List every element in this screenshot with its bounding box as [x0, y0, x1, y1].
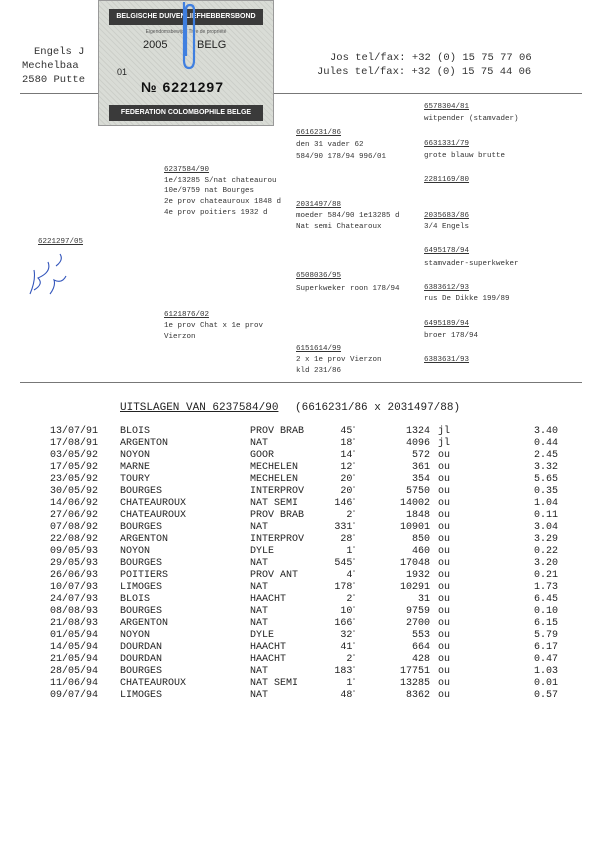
- cell-position: $2^ˮ$: [346, 510, 356, 521]
- cell-category: HAACHT: [250, 642, 287, 653]
- cell-date: 28/05/94: [50, 666, 99, 677]
- cell-category: NAT: [250, 582, 269, 593]
- cell-place: POITIERS: [120, 570, 169, 581]
- cell-date: 21/08/93: [50, 618, 99, 629]
- cell-date: 11/06/94: [50, 678, 99, 689]
- sss-ring: 6578304/81: [424, 103, 470, 111]
- cell-date: 03/05/92: [50, 450, 99, 461]
- cell-coef: 3.04: [533, 522, 558, 533]
- cell-place: BOURGES: [120, 522, 163, 533]
- cell-coef: 3.29: [533, 534, 558, 545]
- cell-flag: ou: [438, 654, 451, 665]
- ss-ring: 6616231/86: [296, 129, 342, 137]
- ring-card-country: BELG: [197, 39, 227, 51]
- cell-category: NAT: [250, 606, 269, 617]
- cell-date: 14/06/92: [50, 498, 99, 509]
- cell-place: ARGENTON: [120, 534, 169, 545]
- cell-position: $146^ˮ$: [334, 498, 356, 509]
- results-title: UITSLAGEN VAN 6237584/90: [120, 402, 279, 414]
- cell-coef: 0.11: [533, 510, 558, 521]
- cell-date: 17/05/92: [50, 462, 99, 473]
- cell-coef: 3.40: [533, 426, 558, 437]
- cell-position: $48^ˮ$: [340, 690, 356, 701]
- cell-category: DYLE: [250, 630, 275, 641]
- cell-position: $32^ˮ$: [340, 630, 356, 641]
- cell-flag: ou: [438, 594, 451, 605]
- cell-category: DYLE: [250, 546, 275, 557]
- ss-line-1: den 31 vader 62: [296, 141, 364, 149]
- cell-total: 572: [411, 450, 430, 461]
- dd-line-1: 2 x 1e prov Vierzon: [296, 356, 382, 364]
- table-row: [0, 630, 595, 642]
- cell-total: 9759: [405, 606, 430, 617]
- cell-position: $41^ˮ$: [340, 642, 356, 653]
- cell-date: 27/06/92: [50, 510, 99, 521]
- cell-coef: 0.57: [533, 690, 558, 701]
- cell-place: MARNE: [120, 462, 151, 473]
- table-row: [0, 690, 595, 702]
- cell-date: 26/06/93: [50, 570, 99, 581]
- cell-coef: 0.47: [533, 654, 558, 665]
- table-row: [0, 498, 595, 510]
- ring-card-bottom-band: FEDERATION COLOMBOPHILE BELGE: [109, 105, 263, 121]
- cell-place: TOURY: [120, 474, 151, 485]
- cell-position: $28^ˮ$: [340, 534, 356, 545]
- cell-coef: 0.21: [533, 570, 558, 581]
- owner-street: Mechelbaa: [22, 60, 79, 72]
- dss-ring: 6495178/94: [424, 247, 470, 255]
- dd-ring: 6151614/99: [296, 345, 342, 353]
- cell-flag: jl: [438, 438, 451, 449]
- dsd-ring: 6383612/93: [424, 284, 470, 292]
- cell-date: 21/05/94: [50, 654, 99, 665]
- cell-category: PROV BRAB: [250, 426, 305, 437]
- cell-coef: 3.32: [533, 462, 558, 473]
- table-row: [0, 510, 595, 522]
- results-parents: (6616231/86 x 2031497/88): [295, 402, 461, 414]
- cell-flag: ou: [438, 582, 451, 593]
- cell-position: $1^ˮ$: [346, 678, 356, 689]
- table-row: [0, 594, 595, 606]
- cell-category: NAT: [250, 522, 269, 533]
- dam-line-2: Vierzon: [164, 333, 196, 341]
- cell-total: 354: [411, 474, 430, 485]
- cell-place: BOURGES: [120, 486, 163, 497]
- table-row: [0, 654, 595, 666]
- table-row: [0, 474, 595, 486]
- cell-place: BOURGES: [120, 666, 163, 677]
- cell-place: CHATEAUROUX: [120, 510, 187, 521]
- cell-flag: ou: [438, 570, 451, 581]
- cell-category: NAT SEMI: [250, 498, 299, 509]
- cell-position: $183^ˮ$: [334, 666, 356, 677]
- owner-name: Engels J: [34, 46, 85, 58]
- cell-category: PROV BRAB: [250, 510, 305, 521]
- cell-total: 2700: [405, 618, 430, 629]
- cell-flag: ou: [438, 618, 451, 629]
- cell-category: INTERPROV: [250, 534, 305, 545]
- dds-ring: 6495189/94: [424, 320, 470, 328]
- cell-flag: ou: [438, 690, 451, 701]
- ring-card-year: 2005: [143, 39, 168, 51]
- cell-date: 23/05/92: [50, 474, 99, 485]
- cell-position: $20^ˮ$: [340, 474, 356, 485]
- cell-coef: 0.10: [533, 606, 558, 617]
- cell-place: DOURDAN: [120, 642, 163, 653]
- ssd-ring: 6631331/79: [424, 140, 470, 148]
- cell-position: $1^ˮ$: [346, 546, 356, 557]
- sd-line-2: Nat semi Chatearoux: [296, 223, 382, 231]
- cell-category: NAT: [250, 690, 269, 701]
- cell-place: ARGENTON: [120, 618, 169, 629]
- cell-category: HAACHT: [250, 594, 287, 605]
- cell-category: NAT: [250, 618, 269, 629]
- cell-flag: ou: [438, 630, 451, 641]
- cell-flag: ou: [438, 678, 451, 689]
- cell-date: 09/07/94: [50, 690, 99, 701]
- cell-flag: ou: [438, 474, 451, 485]
- ddd-ring: 6383631/93: [424, 356, 470, 364]
- cell-category: NAT: [250, 438, 269, 449]
- dam-line-1: 1e prov Chat x 1e prov: [164, 322, 264, 330]
- sire-ring: 6237584/90: [164, 166, 210, 174]
- cell-date: 10/07/93: [50, 582, 99, 593]
- subject-ring: 6221297/05: [38, 238, 84, 246]
- cell-position: $2^ˮ$: [346, 594, 356, 605]
- cell-date: 24/07/93: [50, 594, 99, 605]
- cell-place: BLOIS: [120, 594, 151, 605]
- contact-jos: Jos tel/fax: +32 (0) 15 75 77 06: [330, 52, 532, 64]
- cell-total: 1932: [405, 570, 430, 581]
- handwritten-note: [26, 250, 76, 304]
- cell-position: $545^ˮ$: [334, 558, 356, 569]
- cell-date: 22/08/92: [50, 534, 99, 545]
- table-row: [0, 678, 595, 690]
- cell-position: $14^ˮ$: [340, 450, 356, 461]
- table-row: [0, 618, 595, 630]
- table-row: [0, 450, 595, 462]
- cell-position: $45^ˮ$: [340, 426, 356, 437]
- ds-line-1: Superkweker roon 178/94: [296, 285, 400, 293]
- cell-place: DOURDAN: [120, 654, 163, 665]
- sire-line-2: 10e/9759 nat Bourges: [164, 187, 255, 195]
- cell-date: 07/08/92: [50, 522, 99, 533]
- cell-coef: 1.04: [533, 498, 558, 509]
- cell-coef: 1.03: [533, 666, 558, 677]
- cell-coef: 5.65: [533, 474, 558, 485]
- owner-city: 2580 Putte: [22, 74, 86, 86]
- dsd-line-1: rus De Dikke 199/89: [424, 295, 510, 303]
- cell-flag: ou: [438, 510, 451, 521]
- dd-line-2: kld 231/86: [296, 367, 342, 375]
- cell-coef: 1.73: [533, 582, 558, 593]
- cell-flag: ou: [438, 606, 451, 617]
- table-row: [0, 546, 595, 558]
- cell-coef: 5.79: [533, 630, 558, 641]
- cell-total: 17048: [399, 558, 430, 569]
- table-row: [0, 606, 595, 618]
- cell-flag: ou: [438, 498, 451, 509]
- cell-flag: ou: [438, 534, 451, 545]
- cell-coef: 6.17: [533, 642, 558, 653]
- cell-category: NAT: [250, 666, 269, 677]
- cell-flag: ou: [438, 450, 451, 461]
- cell-total: 17751: [399, 666, 430, 677]
- cell-total: 14002: [399, 498, 430, 509]
- sss-line-1: witpender (stamvader): [424, 115, 519, 123]
- sd-line-1: moeder 584/90 1e13285 d: [296, 212, 400, 220]
- cell-category: HAACHT: [250, 654, 287, 665]
- cell-place: BLOIS: [120, 426, 151, 437]
- cell-place: NOYON: [120, 546, 151, 557]
- sdd-line-1: 3/4 Engels: [424, 223, 470, 231]
- paperclip-icon: [178, 0, 200, 72]
- cell-place: LIMOGES: [120, 690, 163, 701]
- cell-position: $18^ˮ$: [340, 438, 356, 449]
- ring-card-number: № 6221297: [141, 79, 224, 95]
- cell-total: 553: [411, 630, 430, 641]
- cell-coef: 2.45: [533, 450, 558, 461]
- cell-place: BOURGES: [120, 606, 163, 617]
- cell-total: 460: [411, 546, 430, 557]
- results-title-row: [120, 402, 460, 414]
- cell-place: CHATEAUROUX: [120, 678, 187, 689]
- cell-position: $178^ˮ$: [334, 582, 356, 593]
- cell-coef: 0.35: [533, 486, 558, 497]
- cell-flag: ou: [438, 462, 451, 473]
- cell-total: 8362: [405, 690, 430, 701]
- cell-total: 10291: [399, 582, 430, 593]
- cell-flag: ou: [438, 558, 451, 569]
- table-row: [0, 666, 595, 678]
- cell-category: NAT SEMI: [250, 678, 299, 689]
- table-row: [0, 426, 595, 438]
- sds-ring: 2281169/80: [424, 176, 470, 184]
- cell-position: $2^ˮ$: [346, 654, 356, 665]
- cell-total: 31: [417, 594, 430, 605]
- cell-flag: ou: [438, 642, 451, 653]
- cell-place: ARGENTON: [120, 438, 169, 449]
- cell-date: 01/05/94: [50, 630, 99, 641]
- cell-date: 13/07/91: [50, 426, 99, 437]
- cell-total: 361: [411, 462, 430, 473]
- table-row: [0, 462, 595, 474]
- table-row: [0, 582, 595, 594]
- cell-coef: 3.20: [533, 558, 558, 569]
- contact-jules: Jules tel/fax: +32 (0) 15 75 44 06: [317, 66, 532, 78]
- table-row: [0, 438, 595, 450]
- cell-coef: 0.01: [533, 678, 558, 689]
- sire-line-1: 1e/13285 S/nat chateaurou: [164, 177, 277, 185]
- cell-total: 1324: [405, 426, 430, 437]
- ssd-line-1: grote blauw brutte: [424, 152, 506, 160]
- cell-total: 428: [411, 654, 430, 665]
- cell-flag: ou: [438, 546, 451, 557]
- cell-total: 850: [411, 534, 430, 545]
- cell-total: 10901: [399, 522, 430, 533]
- cell-position: $12^ˮ$: [340, 462, 356, 473]
- ring-card-small-text: Eigendomsbewijs / Titre de propriété: [145, 29, 227, 35]
- ring-card-side-number: 01: [117, 67, 128, 77]
- table-row: [0, 522, 595, 534]
- cell-place: BOURGES: [120, 558, 163, 569]
- cell-date: 17/08/91: [50, 438, 99, 449]
- cell-category: NAT: [250, 558, 269, 569]
- cell-coef: 6.45: [533, 594, 558, 605]
- ds-ring: 6508036/95: [296, 272, 342, 280]
- ss-line-2: 584/90 178/94 996/01: [296, 153, 387, 161]
- ring-card-top-band: BELGISCHE DUIVENLIEFHEBBERSBOND: [109, 9, 263, 25]
- cell-position: $20^ˮ$: [340, 486, 356, 497]
- cell-total: 13285: [399, 678, 430, 689]
- table-row: [0, 486, 595, 498]
- cell-flag: ou: [438, 522, 451, 533]
- cell-place: NOYON: [120, 630, 151, 641]
- cell-category: INTERPROV: [250, 486, 305, 497]
- sire-line-4: 4e prov poitiers 1932 d: [164, 209, 268, 217]
- table-row: [0, 642, 595, 654]
- cell-coef: 0.44: [533, 438, 558, 449]
- cell-date: 08/08/93: [50, 606, 99, 617]
- cell-place: LIMOGES: [120, 582, 163, 593]
- cell-total: 1848: [405, 510, 430, 521]
- cell-place: NOYON: [120, 450, 151, 461]
- cell-position: $166^ˮ$: [334, 618, 356, 629]
- dss-line-1: stamvader-superkweker: [424, 260, 519, 268]
- cell-total: 4096: [405, 438, 430, 449]
- table-row: [0, 534, 595, 546]
- cell-date: 14/05/94: [50, 642, 99, 653]
- cell-place: CHATEAUROUX: [120, 498, 187, 509]
- cell-date: 30/05/92: [50, 486, 99, 497]
- sire-line-3: 2e prov chateauroux 1848 d: [164, 198, 282, 206]
- cell-total: 664: [411, 642, 430, 653]
- table-row: [0, 558, 595, 570]
- pedigree-rule: [20, 382, 582, 383]
- table-row: [0, 570, 595, 582]
- cell-date: 29/05/93: [50, 558, 99, 569]
- cell-position: $10^ˮ$: [340, 606, 356, 617]
- cell-category: MECHELEN: [250, 474, 299, 485]
- cell-flag: jl: [438, 426, 451, 437]
- cell-position: $331^ˮ$: [334, 522, 356, 533]
- cell-flag: ou: [438, 666, 451, 677]
- cell-category: PROV ANT: [250, 570, 299, 581]
- cell-date: 09/05/93: [50, 546, 99, 557]
- cell-total: 5750: [405, 486, 430, 497]
- cell-coef: 6.15: [533, 618, 558, 629]
- sdd-ring: 2035683/86: [424, 212, 470, 220]
- cell-flag: ou: [438, 486, 451, 497]
- cell-category: GOOR: [250, 450, 275, 461]
- cell-position: $4^ˮ$: [346, 570, 356, 581]
- dam-ring: 6121876/02: [164, 311, 210, 319]
- cell-category: MECHELEN: [250, 462, 299, 473]
- cell-coef: 0.22: [533, 546, 558, 557]
- dds-line-1: broer 178/94: [424, 332, 479, 340]
- sd-ring: 2031497/88: [296, 201, 342, 209]
